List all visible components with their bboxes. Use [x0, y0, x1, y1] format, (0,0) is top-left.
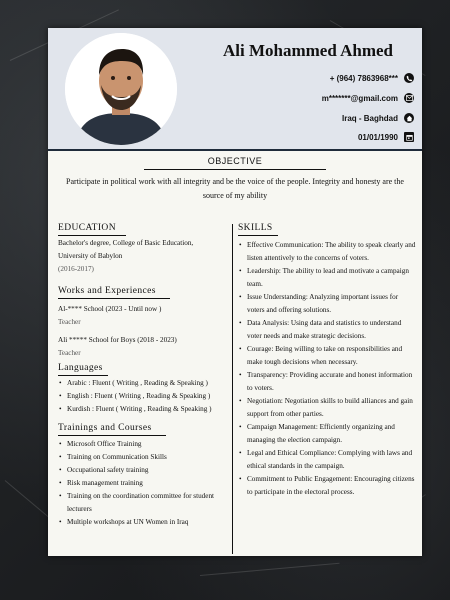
- education-degree: Bachelor's degree, College of Basic Education,: [58, 239, 194, 247]
- location-text: Iraq - Baghdad: [341, 113, 398, 123]
- course-item: • Occupational safety training: [58, 464, 230, 477]
- courses-heading: Trainings and Courses: [58, 423, 152, 433]
- contact-location: [342, 113, 414, 123]
- language-item: • Arabic : Fluent ( Writing , Reading & Speaking ): [58, 377, 232, 390]
- location-icon: [404, 113, 414, 123]
- candidate-name: Ali Mohammed Ahmed: [223, 41, 393, 60]
- experience-heading: Works and Experiences: [58, 286, 156, 296]
- skill-item: • Leadership: The ability to lead and motivate a campaign team.: [238, 265, 416, 291]
- language-item: • Kurdish : Fluent ( Writing , Reading & Speaking ): [58, 403, 232, 416]
- education-heading: EDUCATION: [58, 223, 116, 233]
- experience-place: Al-**** School (2023 - Until now ): [58, 305, 162, 313]
- course-item: • Multiple workshops at UN Women in Iraq: [58, 516, 230, 529]
- experience-role: Teacher: [58, 349, 81, 357]
- skills-underline: [238, 235, 278, 236]
- skill-item: • Negotiation: Negotiation skills to build alliances and gain support from other parties.: [238, 395, 416, 421]
- education-block: [58, 237, 230, 276]
- skills-heading: SKILLS: [238, 223, 273, 233]
- experience-role: Teacher: [58, 318, 81, 326]
- skill-item: • Data Analysis: Using data and statistics to understand voter needs and make strategic decisions.: [238, 317, 416, 343]
- skill-item: • Commitment to Public Engagement: Encouraging citizens to participate in the electoral process.: [238, 473, 416, 499]
- courses-list: [58, 438, 230, 529]
- experience-item: [58, 334, 230, 360]
- skill-item: • Effective Communication: The ability to speak clearly and listen attentively to the concerns of voters.: [238, 239, 416, 265]
- resume-header: [48, 28, 422, 151]
- skills-list: [238, 239, 416, 499]
- course-item: • Microsoft Office Training: [58, 438, 230, 451]
- contact-email: [322, 93, 414, 103]
- objective-text: Participate in political work with all integrity and be the voice of the people. Integrity and honesty are the source of my ability: [66, 177, 404, 200]
- contact-phone: [330, 73, 414, 83]
- languages-list: [58, 377, 232, 416]
- courses-underline: [58, 435, 166, 436]
- languages-heading: Languages: [58, 363, 103, 373]
- calendar-icon: [404, 132, 414, 142]
- profile-photo-image: [65, 33, 177, 145]
- profile-photo: [65, 33, 177, 145]
- skill-item: • Issue Understanding: Analyzing important issues for voters and offering solutions.: [238, 291, 416, 317]
- languages-underline: [58, 375, 108, 376]
- background-texture: [200, 563, 340, 576]
- education-underline: [58, 235, 126, 236]
- skill-item: • Transparency: Providing accurate and honest information to voters.: [238, 369, 416, 395]
- phone-icon: [404, 73, 414, 83]
- objective-underline: [144, 169, 326, 170]
- experience-place: Ali ***** School for Boys (2018 - 2023): [58, 336, 177, 344]
- skill-item: • Legal and Ethical Compliance: Complying with laws and ethical standards in the campaign.: [238, 447, 416, 473]
- experience-underline: [58, 298, 170, 299]
- course-item: • Risk management training: [58, 477, 230, 490]
- objective-heading: OBJECTIVE: [207, 156, 263, 166]
- contact-birthdate: [358, 132, 414, 142]
- birthdate-text: 01/01/1990: [357, 132, 398, 142]
- email-text: m*******@gmail.com: [321, 93, 398, 103]
- skill-item: • Courage: Being willing to take on responsibilities and make tough decisions when necessary.: [238, 343, 416, 369]
- education-university: University of Babylon: [58, 252, 123, 260]
- resume-page: [48, 28, 422, 556]
- course-item: • Training on Communication Skills: [58, 451, 230, 464]
- course-item: • Training on the coordination committee for student lecturers: [58, 490, 230, 516]
- email-icon: [404, 93, 414, 103]
- experience-item: [58, 303, 230, 329]
- phone-text: + (964) 7863968***: [329, 73, 398, 83]
- skill-item: • Campaign Management: Efficiently organizing and managing the election campaign.: [238, 421, 416, 447]
- column-divider: [232, 224, 233, 554]
- language-item: • English : Fluent ( Writing , Reading & Speaking ): [58, 390, 232, 403]
- education-years: (2016-2017): [58, 265, 94, 273]
